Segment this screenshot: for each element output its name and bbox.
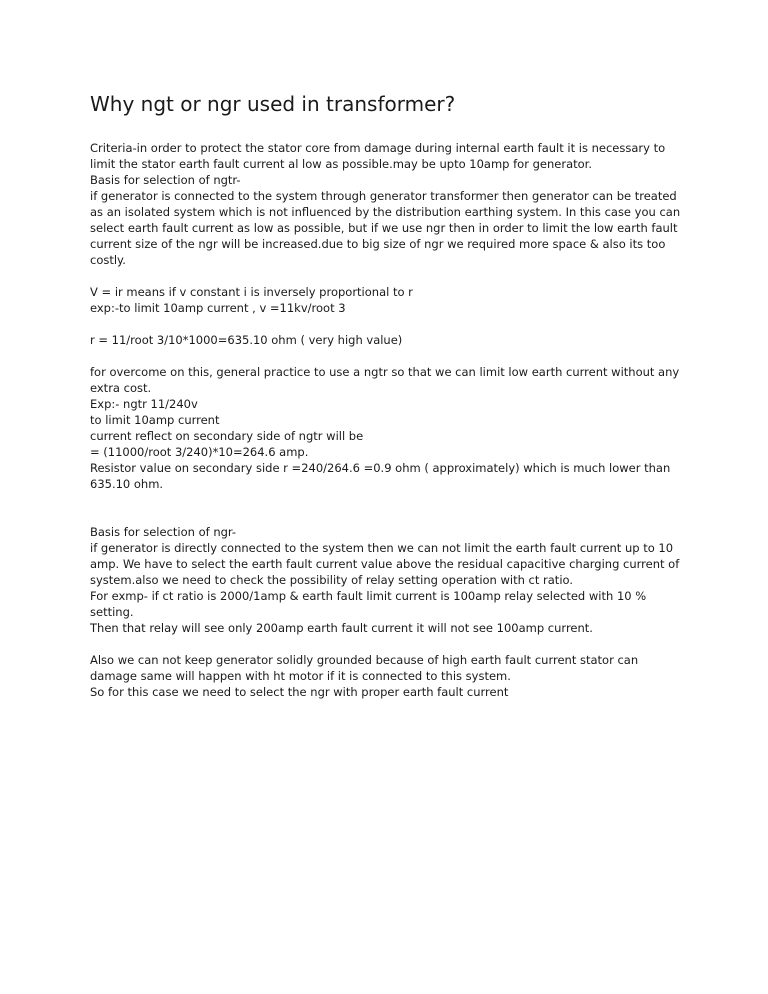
text-line: amp. We have to select the earth fault current value above the residual capacitive charging current of <box>90 557 680 571</box>
text-line: Criteria-in order to protect the stator core from damage during internal earth fault it is necessary to <box>90 141 666 155</box>
text-line: if generator is directly connected to the system then we can not limit the earth fault current up to 10 <box>90 541 674 555</box>
blank-line <box>90 508 690 524</box>
text-line: Basis for selection of ngtr- <box>90 173 241 187</box>
text-line: Then that relay will see only 200amp earth fault current it will not see 100amp current. <box>90 621 593 635</box>
text-line: for overcome on this, general practice to use a ngtr so that we can limit low earth current without any <box>90 365 680 379</box>
text-line: 635.10 ohm. <box>90 477 164 491</box>
text-line: limit the stator earth fault current al low as possible.may be upto 10amp for generator. <box>90 157 592 171</box>
text-line: For exmp- if ct ratio is 2000/1amp & earth fault limit current is 100amp relay selected with 10 % <box>90 589 647 603</box>
blank-line <box>90 268 690 284</box>
text-line: Exp:- ngtr 11/240v <box>90 397 198 411</box>
page-title: Why ngt or ngr used in transformer? <box>90 92 456 116</box>
text-line: V = ir means if v constant i is inversely proportional to r <box>90 285 413 299</box>
text-line: = (11000/root 3/240)*10=264.6 amp. <box>90 445 309 459</box>
text-line: Basis for selection of ngr- <box>90 525 237 539</box>
text-line: select earth fault current as low as possible, but if we use ngr then in order to limit the low earth fault <box>90 221 678 235</box>
text-line: if generator is connected to the system through generator transformer then generator can be treated <box>90 189 677 203</box>
text-line: r = 11/root 3/10*1000=635.10 ohm ( very high value) <box>90 333 403 347</box>
text-line: Also we can not keep generator solidly grounded because of high earth fault current stator can <box>90 653 639 667</box>
text-line: current size of the ngr will be increased.due to big size of ngr we required more space & also its too <box>90 237 666 251</box>
text-line: to limit 10amp current <box>90 413 220 427</box>
text-line: extra cost. <box>90 381 152 395</box>
text-line: system.also we need to check the possibility of relay setting operation with ct ratio. <box>90 573 574 587</box>
text-line: setting. <box>90 605 134 619</box>
text-line: Resistor value on secondary side r =240/264.6 =0.9 ohm ( approximately) which is much lower than <box>90 461 671 475</box>
text-line: costly. <box>90 253 126 267</box>
text-line: current reflect on secondary side of ngtr will be <box>90 429 364 443</box>
blank-line <box>90 636 690 652</box>
text-line: damage same will happen with ht motor if it is connected to this system. <box>90 669 511 683</box>
text-line: So for this case we need to select the ngr with proper earth fault current <box>90 685 509 699</box>
document-body <box>90 140 690 700</box>
text-line: exp:-to limit 10amp current , v =11kv/root 3 <box>90 301 346 315</box>
blank-line <box>90 316 690 332</box>
blank-line <box>90 348 690 364</box>
text-line: as an isolated system which is not influenced by the distribution earthing system. In this case you can <box>90 205 681 219</box>
blank-line <box>90 492 690 508</box>
